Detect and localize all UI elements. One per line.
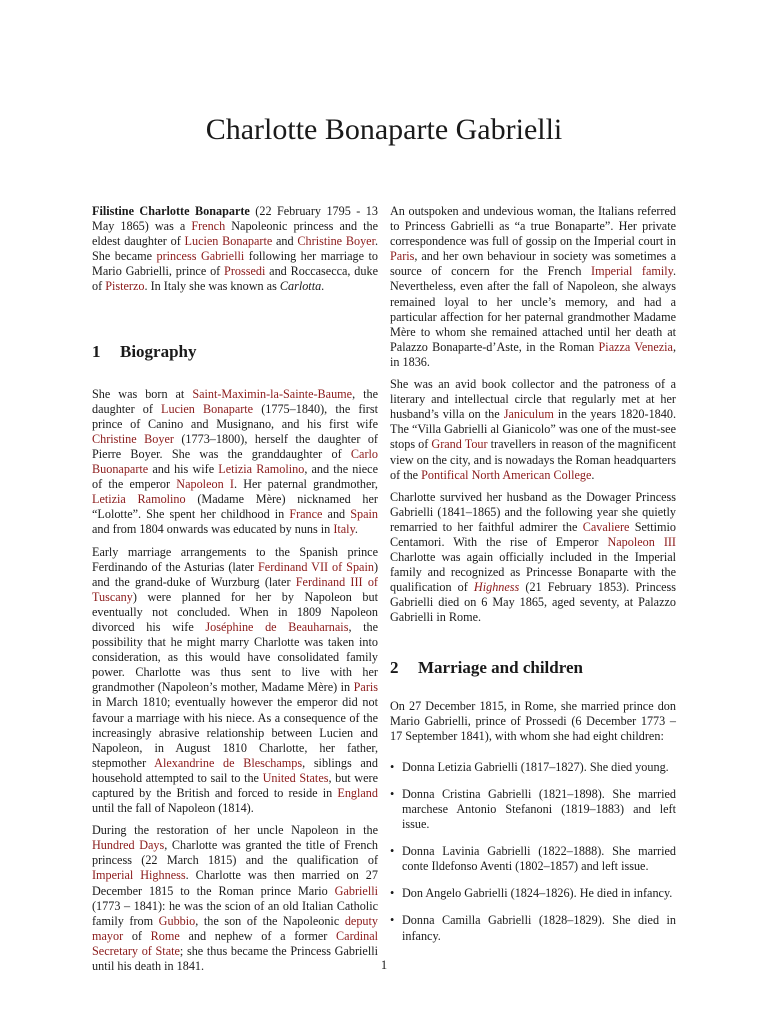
page-number: 1 [380, 958, 388, 972]
child-entry: Don Angelo Gabrielli (1824–1826). He died in infancy. [402, 886, 673, 901]
text-run: . In Italy she was known as [144, 279, 280, 294]
wiki-link[interactable]: Pontifical North American College [421, 467, 592, 482]
text-run: . Charlotte was then married on 27 December 1815 to the Roman prince Mario [92, 868, 378, 898]
text-run: in the years 1820-1840. The “Villa Gabrielli al Gianicolo” was one of the must-see stops of [390, 407, 676, 452]
text-run: . She became [92, 234, 379, 264]
wiki-link[interactable]: Imperial Highness [92, 868, 186, 883]
wiki-link[interactable]: England [337, 786, 378, 800]
text-run: Early marriage arrangements to the Spanish prince Ferdinando of the Asturias (later [92, 544, 378, 574]
section-heading-biography [92, 342, 378, 362]
wiki-link[interactable]: Alexandrine de Bleschamps [154, 755, 303, 770]
text-run: . [321, 279, 325, 294]
text-run: , Charlotte was granted the title of French princess (22 March 1815) and the qualification of [92, 838, 378, 868]
wiki-link[interactable]: Gubbio [158, 913, 196, 928]
wiki-link[interactable]: Janiculum [503, 407, 554, 422]
text-run: and from 1804 onwards was educated by nuns in [92, 522, 334, 537]
paragraph-later-life [390, 490, 676, 626]
section-number: 1 [92, 341, 101, 361]
text-run: . [354, 522, 358, 537]
text-run: following her marriage to Mario Gabrielli, prince of [92, 249, 378, 279]
paragraph-marriage [390, 699, 676, 744]
bullet-icon: • [390, 786, 395, 801]
paragraph-intro [92, 204, 378, 295]
wiki-link[interactable]: Prossedi [224, 264, 266, 279]
wiki-link[interactable]: Rome [150, 928, 180, 943]
text-run: On 27 December 1815, in Rome, she married prince don Mario Gabrielli, prince of Prossedi (6 December 1773 – 17 September 1841), with whom she had eight children: [390, 698, 676, 743]
text-run: Settimio Centamori. With the rise of Emperor [390, 519, 677, 549]
section-number: 2 [390, 657, 399, 677]
child-entry: Donna Lavinia Gabrielli (1822–1888). She married conte Ildefonso Aventi (1802–1857) and left issue. [402, 844, 676, 874]
text-run: (1773–1800), herself the daughter of Pierre Boyer. She was the granddaughter of [92, 431, 378, 461]
wiki-link[interactable]: Pisterzo [105, 279, 145, 294]
text-run: . [591, 467, 595, 482]
wiki-link[interactable]: Grand Tour [431, 437, 488, 452]
text-run: (Madame Mère) nicknamed her “Lolotte”. She spent her childhood in [92, 492, 378, 522]
text-run: until the fall of Napoleon (1814). [92, 801, 254, 816]
wiki-link[interactable]: Paris [390, 249, 415, 264]
text-run: travellers in reason of the magnificent view on the city, and is nowadays the Roman headquarters of the [390, 437, 676, 482]
wiki-link[interactable]: Cardinal Secretary of State [92, 928, 378, 958]
section-title: Biography [120, 341, 197, 361]
text-run: . Her paternal grandmother, [233, 477, 378, 492]
wiki-link[interactable]: Joséphine de Beauharnais [205, 619, 349, 634]
paragraph-biography-1 [92, 387, 378, 538]
wiki-link[interactable]: French [191, 219, 226, 234]
wiki-link[interactable]: Cavaliere [582, 519, 630, 534]
wiki-link[interactable]: Lucien Bonaparte [161, 401, 254, 416]
text-run: (1775–1840), the first prince of Canino and Musignano, and his first wife [92, 401, 378, 431]
text-run: and [272, 234, 298, 249]
text-run: Filistine Charlotte Bonaparte [92, 204, 250, 218]
text-run: in March 1810; eventually however the emperor did not favour a marriage with his niece. As a consequence of the increasingly abrasive relationship between Lucien and Napoleon, in August 1810 Charlotte, her father, stepmother [92, 695, 378, 770]
wiki-link[interactable]: Letizia Ramolino [92, 492, 186, 507]
child-entry: Donna Letizia Gabrielli (1817–1827). She died young. [402, 759, 669, 774]
bullet-icon: • [390, 844, 395, 859]
text-run: ) were planned for her by Napoleon but eventually not concluded. When in 1809 Napoleon divorced his wife [92, 589, 378, 634]
text-run: Napoleonic princess and the eldest daughter of [92, 219, 378, 249]
paragraph-character [390, 204, 676, 370]
wiki-link[interactable]: deputy mayor [92, 913, 378, 943]
wiki-link[interactable]: Christine Boyer [297, 234, 375, 249]
text-run: An outspoken and undevious woman, the Italians referred to Princess Gabrielli as “a true Bonaparte”. Her private correspondence was full of gossip on the Imperial court in [390, 204, 676, 249]
bullet-icon: • [390, 759, 395, 774]
text-run: , siblings and household attempted to sail to the [92, 755, 378, 785]
text-run: , the son of the Napoleonic [195, 913, 345, 928]
text-run: She was born at [92, 386, 193, 401]
text-run: and [322, 507, 351, 522]
wiki-link[interactable]: United States [262, 770, 329, 785]
text-run: and Roccasecca, duke of [92, 264, 378, 294]
wiki-link[interactable]: Napoleon I [176, 477, 234, 492]
text-run: Charlotte was again officially included in the Imperial family and recognized as Princesse Bonaparte with the qualification of [390, 550, 676, 595]
wiki-link[interactable]: Saint-Maximin-la-Sainte-Baume [192, 386, 353, 401]
text-run: and his wife [148, 462, 219, 477]
text-run: and nephew of a former [179, 928, 337, 943]
wiki-link[interactable]: Ferdinand VII of Spain [258, 559, 374, 574]
text-run: ) and the grand-duke of Wurzburg (later [92, 559, 378, 589]
text-run: , and her own behaviour in society was sometimes a source of concern for the French [390, 249, 676, 279]
text-run: , in 1836. [390, 339, 676, 369]
text-run: . Nevertheless, even after the fall of Napoleon, she always remained loyal to her uncle’s memory, and had a particular affection for her paternal grandmother Madame Mère to whom she remained attached until her death at Palazzo Bonaparte-d’Aste, in the Roman [390, 264, 676, 354]
paragraph-patronage [390, 377, 676, 483]
text-run: , but were captured by the British and forced to reside in [92, 770, 378, 800]
wiki-link[interactable]: Christine Boyer [92, 431, 174, 446]
wiki-link[interactable]: Highness [473, 580, 520, 595]
wiki-link[interactable]: Letizia Ramolino [218, 462, 305, 477]
text-run: She was an avid book collector and the patroness of a literary and intellectual circle that regularly met at her husband’s villa on the [390, 377, 676, 422]
page-title: Charlotte Bonaparte Gabrielli [205, 113, 563, 146]
text-run: , the daughter of [92, 386, 378, 416]
list-item [390, 913, 676, 943]
wiki-link[interactable]: Gabrielli [200, 249, 245, 264]
wiki-link[interactable]: France [289, 507, 323, 522]
wiki-link[interactable]: Carlo Buonaparte [92, 446, 378, 477]
bullet-icon: • [390, 886, 395, 901]
text-run: (1773 – 1841): he was the scion of an old Italian Catholic family from [92, 898, 378, 928]
wiki-link[interactable]: Piazza Venezia [598, 339, 673, 354]
text-run: , and the niece of the emperor [92, 462, 378, 492]
wiki-link[interactable]: Paris [353, 680, 378, 695]
wiki-link[interactable]: Italy [333, 522, 355, 537]
text-run: ; she thus became the Princess Gabrielli until his death in 1841. [92, 943, 378, 974]
wiki-link[interactable]: princess [156, 249, 197, 264]
children-list [390, 760, 676, 944]
list-item [390, 844, 676, 874]
wiki-link[interactable]: Spain [350, 507, 378, 522]
paragraph-biography-3 [92, 823, 378, 974]
list-item [390, 760, 676, 775]
wiki-link[interactable]: Napoleon III [607, 534, 676, 549]
wiki-link[interactable]: Lucien Bonaparte [184, 234, 273, 249]
text-run: (21 February 1853). Princess Gabrielli died on 6 May 1865, aged seventy, at Palazzo Gabrielli in Rome. [390, 580, 676, 625]
wiki-link[interactable]: Gabrielli [334, 883, 378, 898]
wiki-link[interactable]: Ferdinand III of Tuscany [92, 574, 378, 604]
text-run: , the possibility that he might marry Charlotte was taken into consideration, as this would have consolidated family power. Charlotte was thus sent to live with her grandmother (Napoleon’s mother, Madame Mère) in [92, 619, 378, 695]
left-column [92, 204, 378, 981]
right-column [390, 204, 676, 956]
list-item [390, 787, 676, 832]
text-run: Charlotte survived her husband as the Dowager Princess Gabrielli (1841–1865) and the following year she quietly remarried to her faithful admirer the [390, 489, 676, 534]
text-run: During the restoration of her uncle Napoleon in the [92, 823, 378, 838]
wiki-link[interactable]: Imperial family [591, 264, 673, 279]
child-entry: Donna Camilla Gabrielli (1828–1829). She died in infancy. [402, 913, 676, 943]
child-entry: Donna Cristina Gabrielli (1821–1898). She married marchese Antonio Stefanoni (1819–1883) and left issue. [402, 786, 676, 832]
section-heading-marriage [390, 658, 676, 678]
text-run: (22 February 1795 - 13 May 1865) was a [92, 204, 378, 234]
text-run: of [123, 928, 151, 943]
paragraph-biography-2 [92, 545, 378, 817]
list-item [390, 886, 676, 901]
section-title: Marriage and children [418, 657, 583, 677]
wiki-link[interactable]: Hundred Days [92, 838, 165, 853]
text-run: Carlotta [279, 279, 322, 294]
bullet-icon: • [390, 913, 395, 928]
